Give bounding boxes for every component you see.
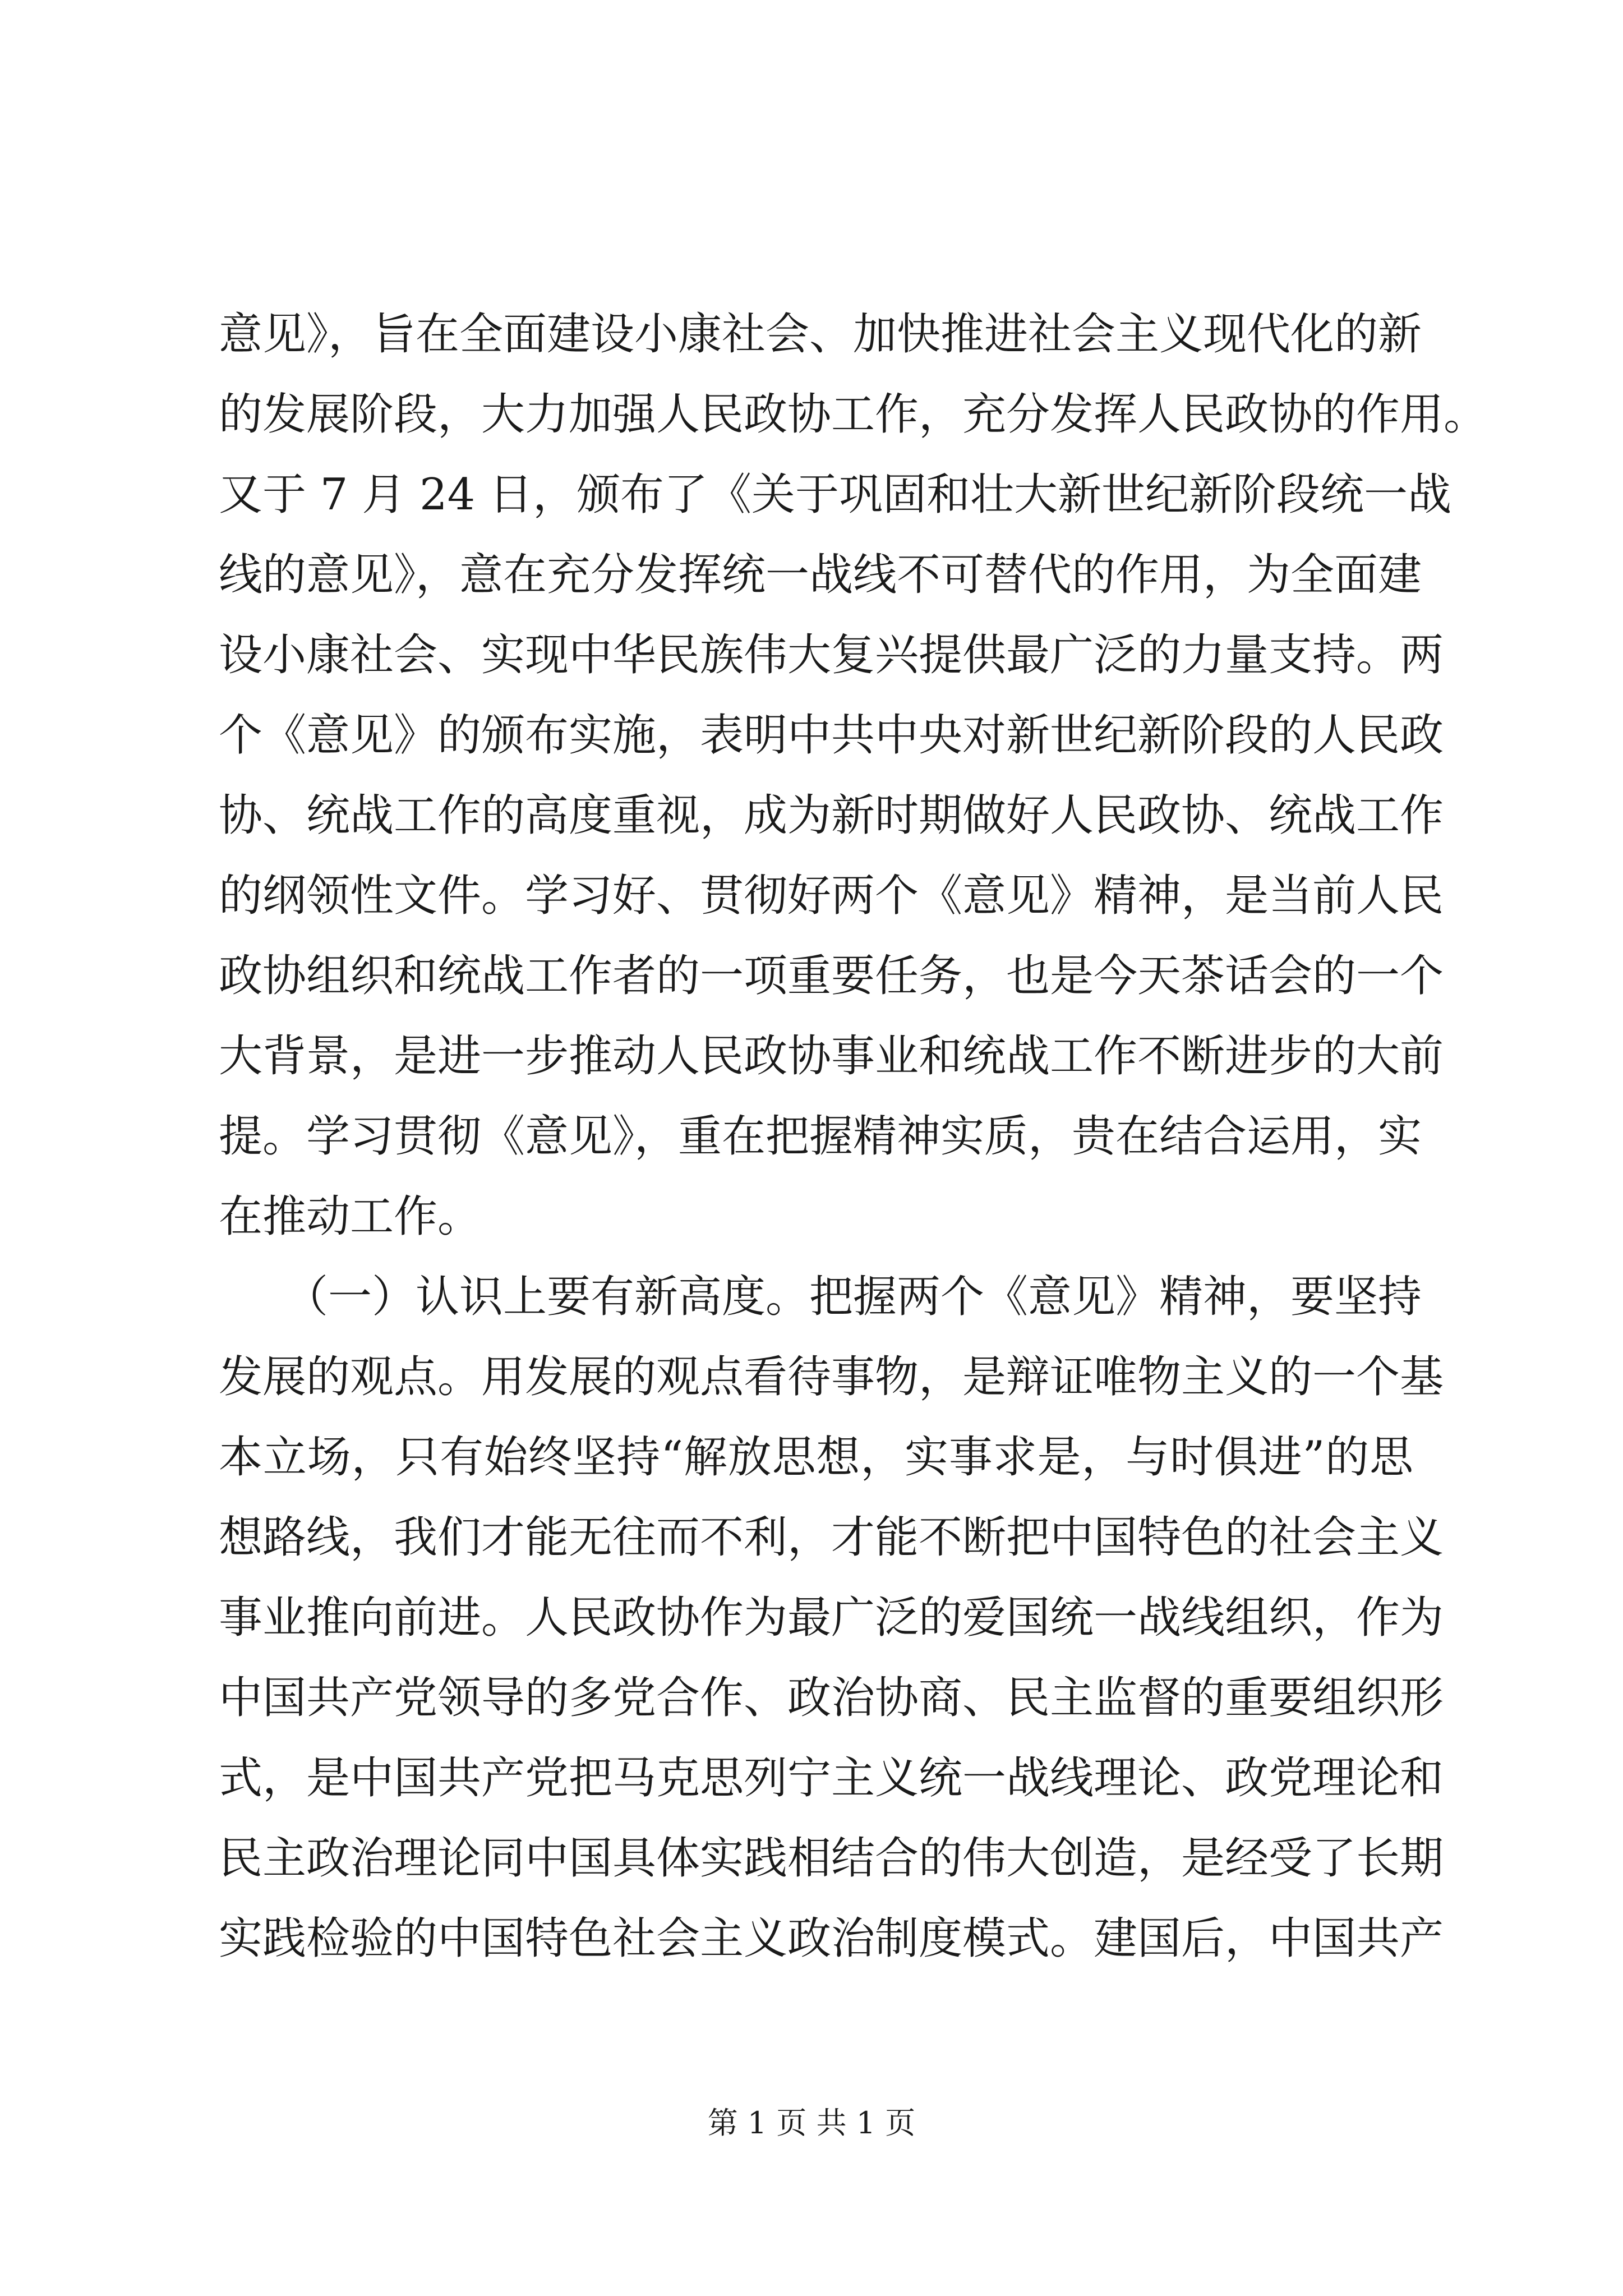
text-line: 实践检验的中国特色社会主义政治制度模式。建国后，中国共产 bbox=[219, 1913, 1444, 1964]
text-line: 提。学习贯彻《意见》，重在把握精神实质，贵在结合运用，实 bbox=[219, 1111, 1422, 1162]
text-line: 本立场，只有始终坚持“解放思想，实事求是，与时俱进”的思 bbox=[219, 1432, 1413, 1483]
text-line: 民主政治理论同中国具体实践相结合的伟大创造，是经受了长期 bbox=[219, 1833, 1444, 1884]
page-number-label: 第 1 页 共 1 页 bbox=[707, 2105, 916, 2141]
text-line: （一）认识上要有新高度。把握两个《意见》精神，要坚持 bbox=[219, 1272, 1422, 1322]
text-line: 发展的观点。用发展的观点看待事物，是辩证唯物主义的一个基 bbox=[219, 1352, 1444, 1402]
text-line: 想路线，我们才能无往而不利，才能不断把中国特色的社会主义 bbox=[219, 1512, 1444, 1563]
text-line: 的纲领性文件。学习好、贯彻好两个《意见》精神，是当前人民 bbox=[219, 871, 1444, 921]
text-line: 的发展阶段，大力加强人民政协工作，充分发挥人民政协的作用。 bbox=[219, 389, 1488, 440]
text-line: 设小康社会、实现中华民族伟大复兴提供最广泛的力量支持。两 bbox=[219, 630, 1444, 680]
text-line: 又于 7 月 24 日，颁布了《关于巩固和壮大新世纪新阶段统一战 bbox=[219, 470, 1452, 520]
text-line: 协、统战工作的高度重视，成为新时期做好人民政协、统战工作 bbox=[219, 790, 1444, 841]
text-line: 意见》，旨在全面建设小康社会、加快推进社会主义现代化的新 bbox=[219, 309, 1422, 360]
body-text bbox=[219, 295, 1488, 1979]
text-line: 个《意见》的颁布实施，表明中共中央对新世纪新阶段的人民政 bbox=[219, 710, 1444, 761]
text-line: 线的意见》，意在充分发挥统一战线不可替代的作用，为全面建 bbox=[219, 550, 1422, 600]
page-footer bbox=[0, 2104, 1623, 2143]
text-line: 式，是中国共产党把马克思列宁主义统一战线理论、政党理论和 bbox=[219, 1753, 1444, 1803]
text-line: 大背景，是进一步推动人民政协事业和统战工作不断进步的大前 bbox=[219, 1031, 1444, 1082]
text-line: 中国共产党领导的多党合作、政治协商、民主监督的重要组织形 bbox=[219, 1673, 1444, 1723]
text-line: 政协组织和统战工作者的一项重要任务，也是今天茶话会的一个 bbox=[219, 951, 1444, 1001]
text-line: 在推动工作。 bbox=[219, 1191, 482, 1242]
text-line: 事业推向前进。人民政协作为最广泛的爱国统一战线组织，作为 bbox=[219, 1593, 1444, 1643]
